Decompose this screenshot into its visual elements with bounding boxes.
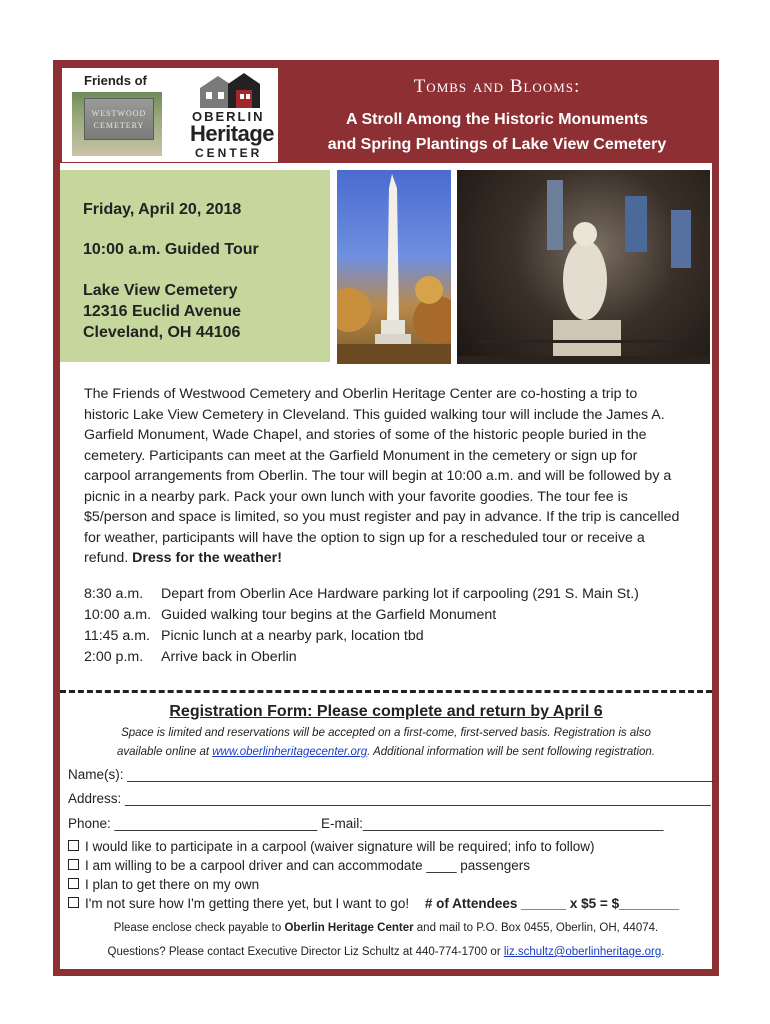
event-time: 10:00 a.m. Guided Tour [83, 241, 259, 258]
event-title: Tombs and Blooms: [413, 76, 581, 97]
event-subtitle [285, 107, 709, 157]
westwood-cemetery-stone-image [72, 92, 162, 156]
ohc-logo-center: CENTER [195, 146, 263, 160]
dress-for-weather: Dress for the weather! [132, 550, 282, 566]
chapel-illustration [457, 170, 710, 364]
checkbox-icon[interactable] [68, 859, 79, 870]
schedule-event: Guided walking tour begins at the Garfield Monument [161, 607, 497, 623]
payment-instructions [60, 922, 712, 934]
schedule-row [84, 586, 639, 602]
address-field[interactable]: Address: ______________________________________________________________________________ [68, 791, 711, 806]
checkbox-icon[interactable] [68, 897, 79, 908]
not-sure-option[interactable] [68, 896, 679, 911]
checkbox-icon[interactable] [68, 840, 79, 851]
contact-line [60, 946, 712, 958]
stone-text-line1: WESTWOOD [91, 109, 147, 118]
schedule-event: Depart from Oberlin Ace Hardware parking lot if carpooling (291 S. Main St.) [161, 586, 639, 602]
registration-note-line2 [60, 746, 712, 758]
event-venue: Lake View Cemetery [83, 282, 238, 299]
option-label: I plan to get there on my own [85, 877, 260, 892]
driver-option[interactable] [68, 858, 530, 873]
schedule-time: 10:00 a.m. [84, 607, 152, 623]
garfield-obelisk-photo [337, 170, 451, 364]
carpool-option[interactable] [68, 839, 595, 854]
check-payee: Oberlin Heritage Center [284, 922, 414, 934]
contact-email-link[interactable]: liz.schultz@oberlinheritage.org [503, 946, 662, 958]
note-text-post: . Additional information will be sent following registration. [367, 746, 656, 758]
phone-email-field[interactable]: Phone: ___________________________ E-mail:________________________________________ [68, 816, 664, 831]
schedule-event: Picnic lunch at a nearby park, location tbd [161, 628, 424, 644]
checkbox-icon[interactable] [68, 878, 79, 889]
event-date: Friday, April 20, 2018 [83, 201, 242, 218]
subtitle-line-1: A Stroll Among the Historic Monuments [346, 111, 648, 128]
own-transport-option[interactable] [68, 877, 259, 892]
option-label: I'm not sure how I'm getting there yet, but I want to go! [85, 896, 410, 911]
schedule-event: Arrive back in Oberlin [161, 649, 297, 665]
schedule-time: 11:45 a.m. [84, 628, 150, 644]
contact-text-pre: Questions? Please contact Executive Director Liz Schultz at 440-774-1700 or [107, 946, 504, 958]
event-description [84, 384, 684, 569]
wade-chapel-interior-photo [457, 170, 710, 364]
registration-note-line1: Space is limited and reservations will be accepted on a first-come, first-served basis. Registration is also [121, 727, 651, 739]
names-field[interactable]: Name(s): ______________________________________________________________________________ [68, 767, 713, 782]
contact-text-post: . [661, 946, 665, 958]
ohc-logo-heritage: Heritage [190, 121, 275, 146]
schedule-row [84, 628, 424, 644]
check-text-pre: Please enclose check payable to [113, 922, 285, 934]
note-text-pre: available online at [116, 746, 213, 758]
friends-of-label: Friends of [84, 73, 147, 88]
obelisk-illustration [337, 170, 451, 364]
attendees-field[interactable]: # of Attendees ______ x $5 = $________ [424, 896, 680, 911]
stone-text-line2: CEMETERY [93, 121, 145, 130]
description-body: The Friends of Westwood Cemetery and Oberlin Heritage Center are co-hosting a trip to historic Lake View Cemetery in Cleveland. This guided walking tour will include the James A. Garfield Monument, Wade Chapel, and stories of some of the historic people buried in the cemetery. Participants can meet at the Garfield Monument in the cemetery or sign up for carpool arrangements from Oberlin. The tour will begin at 10:00 a.m. and will be followed by a picnic in a nearby park. Pack your own lunch with your favorite goodies. The tour fee is $5/person and space is limited, so you must register and pay in advance. If the trip is cancelled for weather, participants will have the option to sign up for a rescheduled tour or receive a refund. [84, 386, 680, 566]
option-label: I am willing to be a carpool driver and can accommodate ____ passengers [85, 858, 530, 873]
schedule-row [84, 607, 496, 623]
schedule-time: 8:30 a.m. [84, 586, 144, 602]
option-label: I would like to participate in a carpool (waiver signature will be required; info to follow) [85, 839, 595, 854]
event-street: 12316 Euclid Avenue [83, 303, 241, 320]
event-city: Cleveland, OH 44106 [83, 324, 241, 341]
check-text-post: and mail to P.O. Box 0455, Oberlin, OH, 44074. [413, 922, 659, 934]
registration-title: Registration Form: Please complete and return by April 6 [169, 703, 603, 720]
ohc-logo-oberlin: OBERLIN [192, 109, 265, 124]
schedule-time: 2:00 p.m. [84, 649, 144, 665]
oberlin-house-icon [192, 70, 272, 110]
subtitle-line-2: and Spring Plantings of Lake View Cemetery [327, 136, 667, 153]
cemetery-stone [84, 98, 154, 140]
website-link[interactable]: www.oberlinheritagecenter.org [212, 746, 368, 758]
cut-line-divider [60, 690, 712, 693]
schedule-row [84, 649, 297, 665]
